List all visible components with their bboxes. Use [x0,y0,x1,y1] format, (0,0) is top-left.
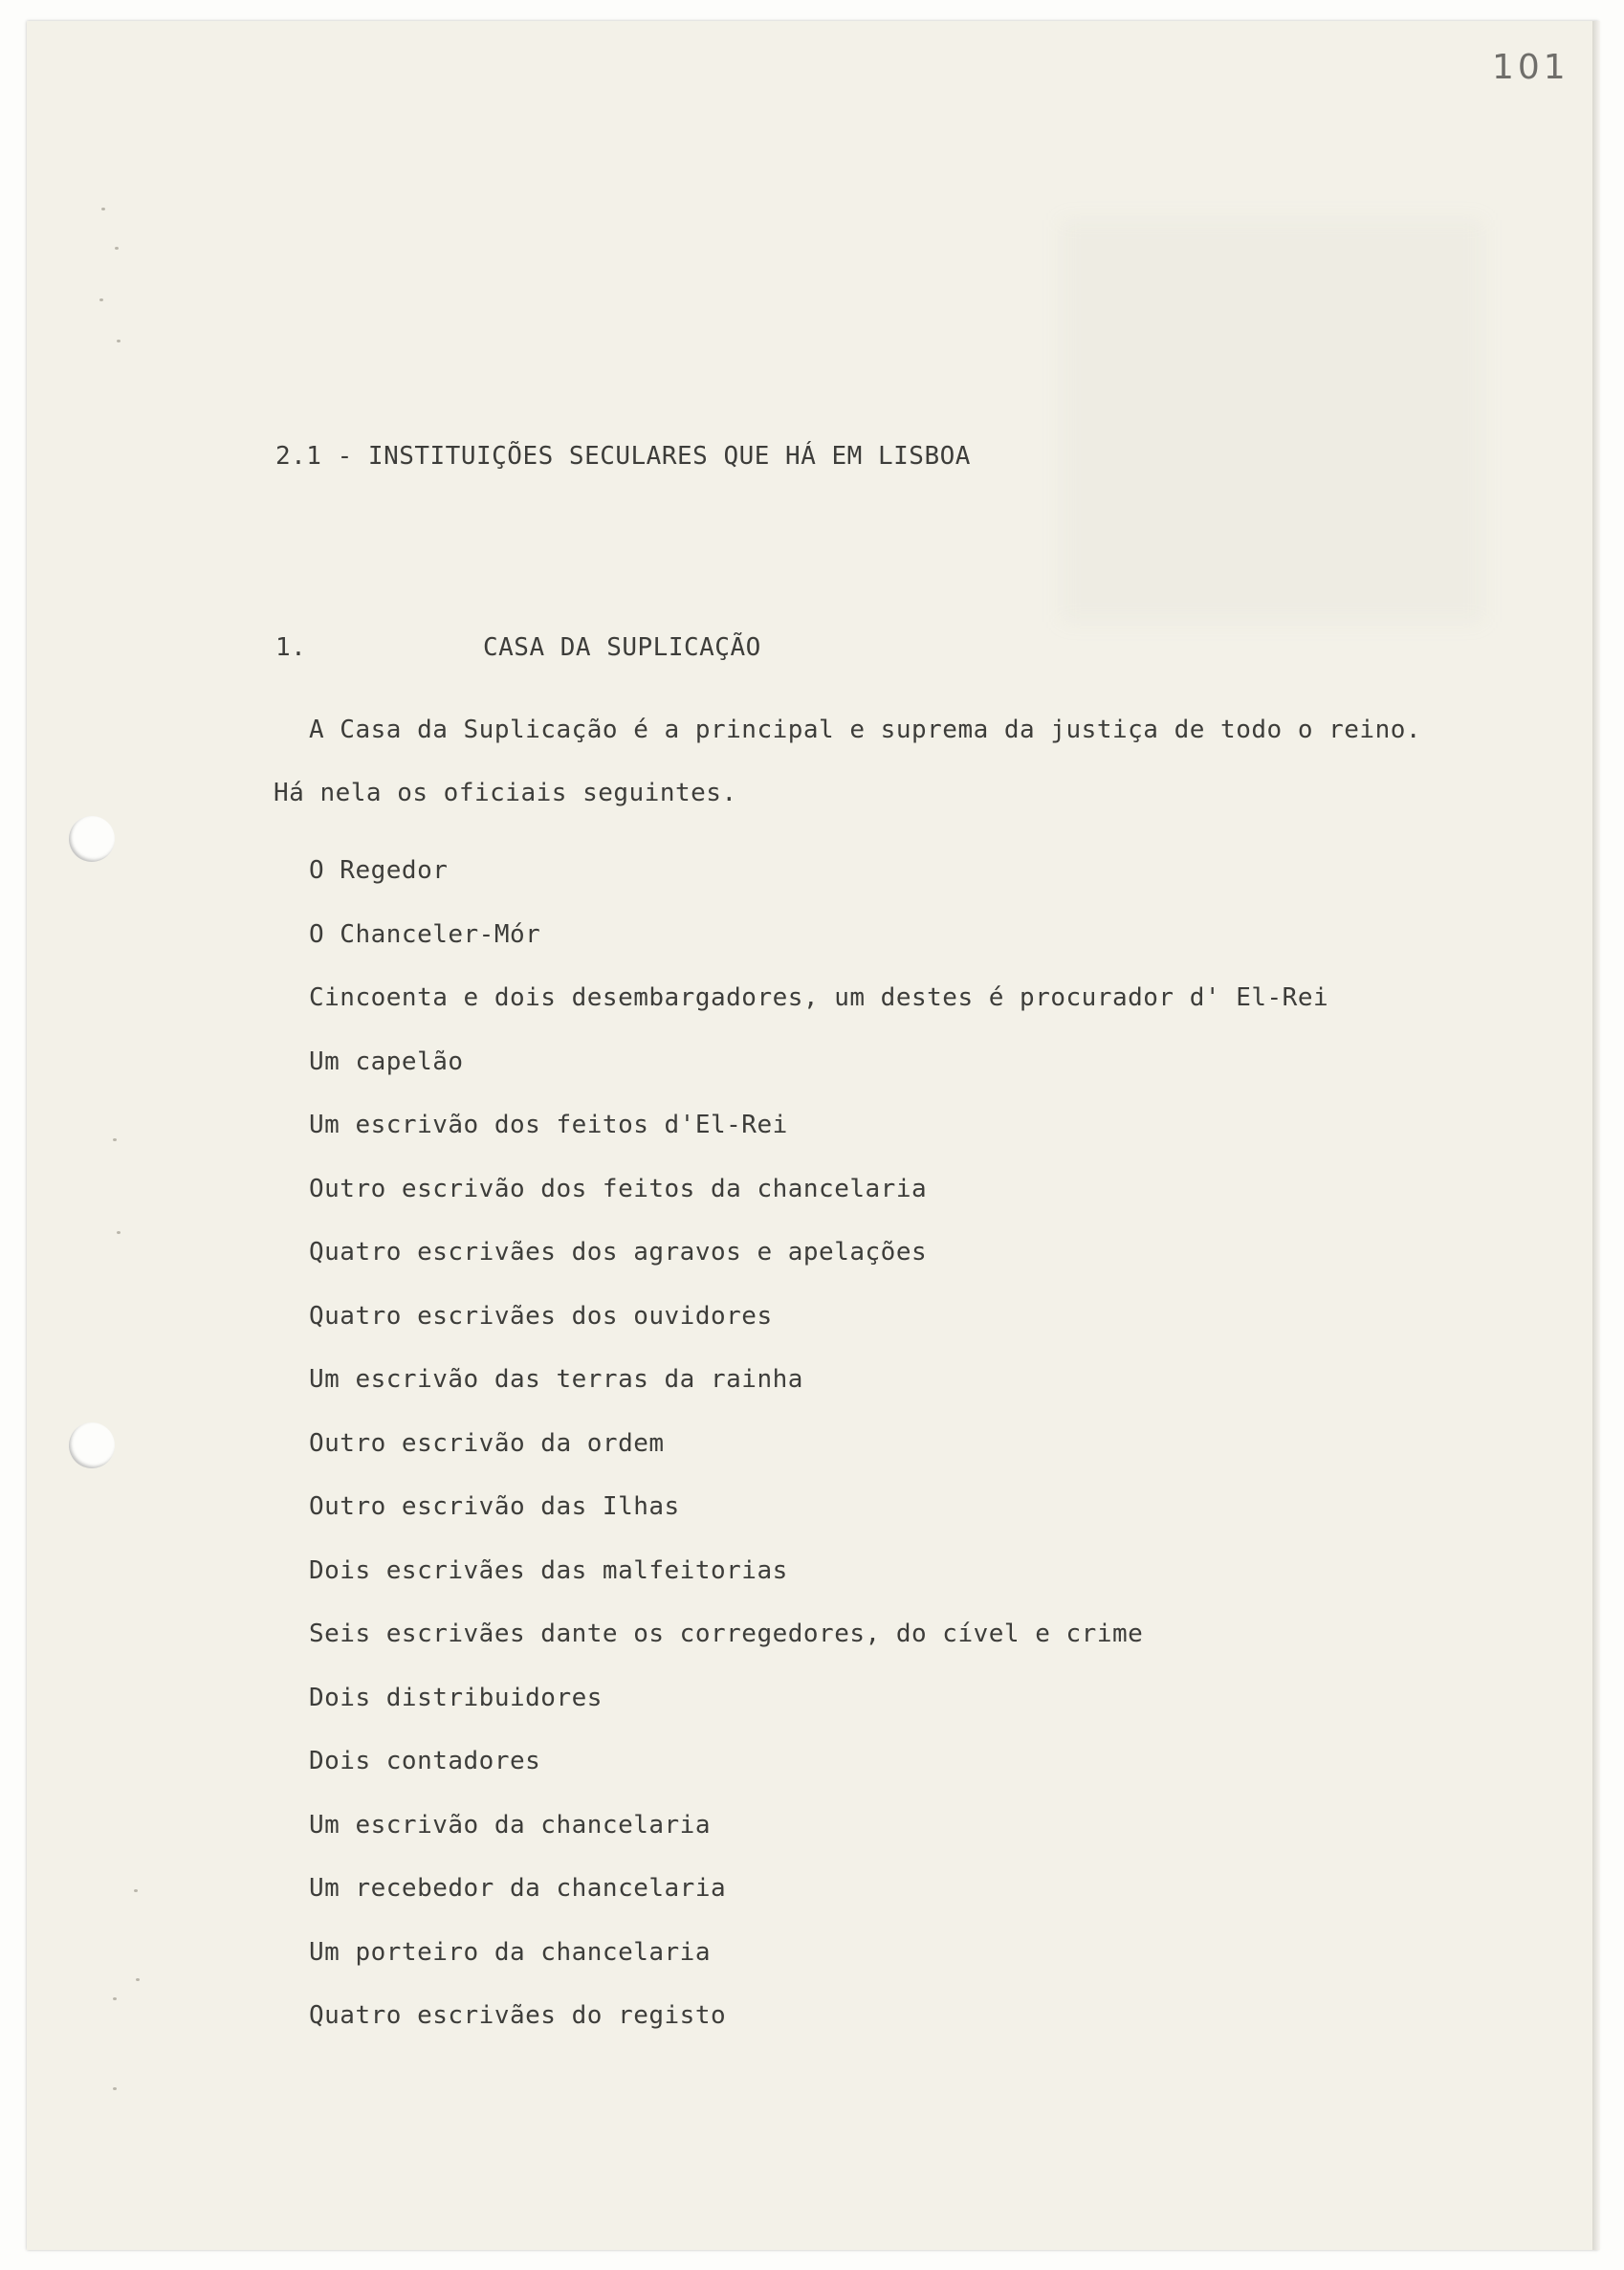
intro-line-2: Há nela os oficiais seguintes. [274,779,737,807]
list-item: Cincoenta e dois desembargadores, um destes é procurador d' El-Rei [309,983,1329,1012]
list-item: Seis escrivães dante os corregedores, do cível e crime [309,1620,1144,1648]
paper-speck [115,247,119,250]
paper-speck [113,1138,117,1141]
paper-speck [101,208,105,210]
list-item: O Regedor [309,856,449,885]
paper-speck [117,1231,121,1234]
list-item: Outro escrivão dos feitos da chancelaria [309,1174,928,1203]
show-through-shadow [1062,220,1482,622]
list-item: Dois distribuidores [309,1683,603,1712]
paper-speck [99,298,103,301]
list-item: Um escrivão dos feitos d'El-Rei [309,1111,788,1139]
punch-hole-top [69,816,115,862]
list-item: Dois escrivães das malfeitorias [309,1555,788,1585]
list-item: O Chanceler-Mór [309,919,541,949]
list-item: Quatro escrivães do registo [309,2001,727,2030]
paper-speck [113,1997,117,2000]
list-item: Quatro escrivães dos ouvidores [309,1301,773,1331]
paper-edge [1592,21,1600,2250]
item-number: 1. [275,633,307,662]
paper-speck [117,340,121,342]
list-item: Outro escrivão das Ilhas [309,1492,680,1521]
list-item: Um escrivão das terras da rainha [309,1365,803,1394]
intro-line-1: A Casa da Suplicação é a principal e suprema da justiça de todo o reino. [309,716,1422,744]
section-heading: 2.1 - INSTITUIÇÕES SECULARES QUE HÁ EM LISBOA [275,442,971,471]
list-item: Um escrivão da chancelaria [309,1810,711,1840]
officials-list [309,856,1328,2065]
list-item: Quatro escrivães dos agravos e apelações [309,1238,928,1267]
punch-hole-bottom [69,1422,115,1468]
paper-speck [134,1889,138,1892]
paper-speck [113,2087,117,2090]
paper-speck [136,1978,140,1981]
list-item: Um porteiro da chancelaria [309,1937,711,1967]
list-item: Um recebedor da chancelaria [309,1874,727,1903]
list-item: Outro escrivão da ordem [309,1428,665,1458]
page-number: 101 [1492,48,1569,87]
list-item: Um capelão [309,1047,464,1076]
item-title: CASA DA SUPLICAÇÃO [483,633,761,662]
list-item: Dois contadores [309,1747,541,1775]
